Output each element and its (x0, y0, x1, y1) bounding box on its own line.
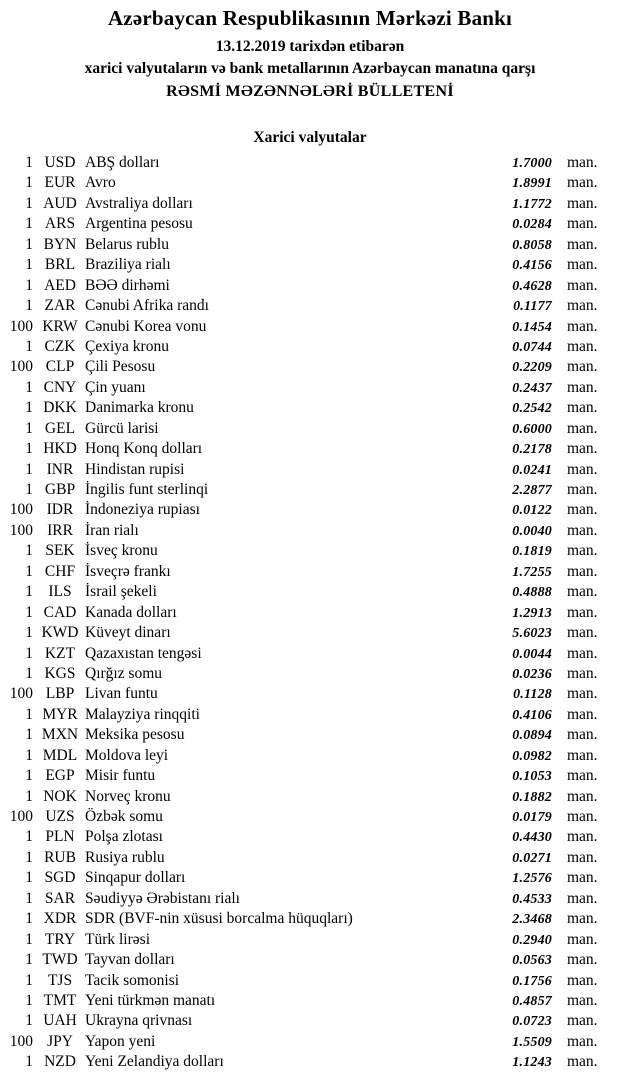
currency-name: Avstraliya dolları (85, 194, 193, 212)
currency-row (0, 950, 620, 970)
unit-label: man. (567, 256, 598, 274)
rate-value: 2.3468 (512, 912, 552, 928)
rate-value: 0.4628 (512, 278, 552, 294)
bulletin-title-line: RƏSMİ MƏZƏNNƏLƏRİ BÜLLETENİ (166, 83, 454, 100)
currency-row (0, 357, 620, 377)
currency-name: İsveçrə frankı (85, 562, 171, 580)
currency-name: Danimarka kronu (85, 399, 194, 417)
rate-value: 0.4888 (512, 585, 552, 601)
effective-date-line: 13.12.2019 tarixdən etibarən (215, 38, 405, 55)
currency-code: SGD (44, 869, 76, 887)
currency-code: USD (44, 154, 76, 171)
currency-row (0, 562, 620, 582)
unit-label: man. (567, 562, 598, 580)
unit-label: man. (567, 399, 598, 417)
rate-value: 0.1128 (513, 687, 552, 703)
currency-quantity: 1 (25, 644, 33, 662)
unit-label: man. (567, 746, 598, 764)
currency-code: MDL (42, 746, 78, 764)
currency-quantity: 100 (9, 358, 33, 376)
currency-row (0, 480, 620, 500)
currency-code: PLN (45, 828, 75, 846)
currency-code: BYN (43, 235, 77, 253)
currency-row (0, 439, 620, 459)
rate-value: 0.1454 (512, 319, 552, 335)
currency-quantity: 1 (25, 419, 33, 437)
rate-value: 0.0179 (512, 810, 552, 825)
currency-name: İngilis funt sterlinqi (85, 481, 209, 498)
currency-quantity: 1 (25, 726, 33, 744)
rate-value: 0.1756 (512, 973, 552, 989)
currency-quantity: 1 (25, 1053, 33, 1071)
currency-name: Ukrayna qrivnası (85, 1012, 193, 1030)
unit-label: man. (567, 685, 598, 703)
rate-value: 0.0241 (512, 462, 552, 478)
currency-quantity: 1 (25, 337, 33, 355)
currency-row (0, 930, 620, 950)
currency-quantity: 100 (9, 685, 33, 703)
rate-value: 0.1177 (513, 299, 552, 315)
unit-label: man. (567, 583, 598, 601)
currency-name: Gürcü larisi (85, 419, 159, 437)
currency-name: Moldova leyi (85, 746, 169, 764)
currency-name: Tacik somonisi (85, 971, 180, 989)
unit-label: man. (567, 317, 598, 335)
unit-label: man. (567, 930, 598, 948)
unit-label: man. (567, 624, 598, 642)
unit-label: man. (567, 664, 598, 682)
currency-name: Qazaxıstan tengəsi (85, 644, 202, 662)
currency-row (0, 296, 620, 316)
currency-row (0, 582, 620, 602)
currency-quantity: 1 (25, 1012, 33, 1030)
currency-code: CAD (43, 603, 77, 621)
currency-quantity: 1 (25, 603, 33, 621)
currency-quantity: 1 (25, 869, 33, 887)
rate-value: 0.0982 (512, 748, 552, 764)
currency-name: Belarus rublu (85, 235, 169, 253)
section-title-foreign-currencies: Xarici valyutalar (253, 129, 367, 146)
currency-code: JPY (47, 1032, 73, 1050)
currency-code: INR (46, 460, 74, 478)
currency-row (0, 684, 620, 704)
currency-name: Honq Konq dolları (85, 440, 203, 458)
rate-value: 0.0723 (512, 1014, 552, 1030)
currency-name: Rusiya rublu (85, 848, 165, 866)
unit-label: man. (567, 910, 598, 928)
currency-quantity: 1 (25, 787, 33, 805)
rate-value: 5.6023 (512, 626, 552, 642)
currency-name: Tayvan dolları (85, 951, 175, 969)
unit-label: man. (567, 419, 598, 437)
currency-quantity: 1 (25, 930, 33, 948)
unit-label: man. (567, 971, 598, 989)
unit-label: man. (567, 1012, 598, 1030)
rates-table (0, 153, 620, 1073)
currency-quantity: 100 (9, 1032, 33, 1050)
rate-value: 1.8991 (512, 176, 552, 192)
currency-quantity: 1 (25, 399, 33, 417)
currency-code: UAH (43, 1012, 77, 1030)
currency-row (0, 460, 620, 480)
currency-name: SDR (BVF-nin xüsusi borcalma hüquqları) (85, 910, 353, 928)
currency-name: Çin yuanı (85, 378, 146, 396)
currency-row (0, 603, 620, 623)
rate-value: 0.2542 (512, 401, 552, 417)
unit-label: man. (567, 644, 598, 662)
currency-row (0, 194, 620, 214)
currency-name: İran rialı (85, 521, 139, 539)
rate-value: 0.2437 (512, 380, 552, 396)
currency-name: Polşa zlotası (85, 828, 163, 846)
subtitle-line: xarici valyutaların və bank metallarının Azərbaycan manatına qarşı (84, 60, 536, 77)
currency-quantity: 1 (25, 664, 33, 682)
currency-code: TJS (47, 971, 73, 989)
currency-name: Malayziya rinqqiti (85, 705, 200, 723)
rate-value: 0.2209 (512, 360, 552, 376)
currency-row (0, 317, 620, 337)
unit-label: man. (567, 481, 598, 498)
currency-quantity: 1 (25, 624, 33, 642)
rate-value: 1.7255 (512, 564, 552, 580)
currency-row (0, 909, 620, 929)
currency-code: AED (44, 276, 76, 294)
currency-row (0, 378, 620, 398)
currency-name: İsveç kronu (85, 542, 158, 560)
currency-name: Cənubi Korea vonu (85, 317, 207, 335)
currency-row (0, 766, 620, 786)
currency-row (0, 235, 620, 255)
currency-name: Livan funtu (85, 685, 158, 703)
unit-label: man. (567, 154, 598, 171)
currency-quantity: 1 (25, 481, 33, 498)
currency-name: Cənubi Afrika randı (85, 297, 209, 315)
currency-code: NOK (43, 787, 77, 805)
rate-value: 1.2913 (512, 605, 552, 621)
currency-quantity: 1 (25, 276, 33, 294)
bulletin-page (0, 6, 620, 1079)
currency-code: LBP (45, 685, 75, 703)
currency-name: Kanada dolları (85, 603, 177, 621)
currency-name: Meksika pesosu (85, 726, 185, 744)
currency-name: Qırğız somu (85, 664, 163, 682)
currency-name: Yeni Zelandiya dolları (85, 1053, 224, 1071)
currency-quantity: 1 (25, 971, 33, 989)
currency-name: Yapon yeni (85, 1032, 156, 1050)
currency-row (0, 1052, 620, 1072)
currency-name: İsrail şekeli (85, 583, 157, 601)
unit-label: man. (567, 235, 598, 253)
rate-value: 0.4533 (512, 891, 552, 907)
unit-label: man. (567, 542, 598, 560)
currency-quantity: 1 (25, 256, 33, 274)
rate-value: 0.8058 (512, 237, 552, 253)
unit-label: man. (567, 194, 598, 212)
currency-name: Çili Pesosu (85, 358, 156, 376)
unit-label: man. (567, 174, 598, 192)
currency-row (0, 991, 620, 1011)
currency-quantity: 1 (25, 910, 33, 928)
currency-name: Hindistan rupisi (85, 460, 185, 478)
currency-row (0, 971, 620, 991)
currency-row (0, 398, 620, 418)
currency-row (0, 1011, 620, 1031)
currency-row (0, 868, 620, 888)
currency-quantity: 1 (25, 767, 33, 785)
currency-name: Misir funtu (85, 767, 156, 785)
currency-row (0, 173, 620, 193)
currency-quantity: 1 (25, 991, 33, 1009)
currency-code: IDR (46, 501, 74, 519)
currency-row (0, 644, 620, 664)
unit-label: man. (567, 297, 598, 315)
currency-name: Norveç kronu (85, 787, 171, 805)
currency-name: Sinqapur dolları (85, 869, 186, 887)
currency-row (0, 541, 620, 561)
unit-label: man. (567, 889, 598, 907)
currency-row (0, 337, 620, 357)
currency-name: Yeni türkmən manatı (85, 991, 216, 1009)
currency-name: Çexiya kronu (85, 337, 169, 355)
currency-code: XDR (43, 910, 77, 928)
currency-quantity: 1 (25, 297, 33, 315)
currency-code: SAR (44, 889, 76, 907)
unit-label: man. (567, 276, 598, 294)
currency-name: Braziliya rialı (85, 256, 171, 274)
rate-value: 0.1053 (512, 769, 552, 785)
currency-name: ABŞ dolları (85, 154, 160, 171)
currency-name: BƏƏ dirhəmi (85, 276, 170, 294)
currency-row (0, 746, 620, 766)
currency-code: CLP (45, 358, 75, 376)
currency-row (0, 214, 620, 234)
currency-quantity: 1 (25, 460, 33, 478)
currency-row (0, 255, 620, 275)
rate-value: 1.1772 (512, 196, 552, 212)
page-title: Azərbaycan Respublikasının Mərkəzi Bankı (107, 6, 513, 30)
currency-quantity: 1 (25, 562, 33, 580)
currency-row (0, 623, 620, 643)
unit-label: man. (567, 521, 598, 539)
currency-code: GBP (44, 481, 76, 498)
currency-quantity: 100 (9, 317, 33, 335)
currency-quantity: 1 (25, 583, 33, 601)
currency-quantity: 1 (25, 174, 33, 192)
currency-quantity: 1 (25, 828, 33, 846)
currency-code: DKK (43, 399, 77, 417)
currency-row (0, 725, 620, 745)
unit-label: man. (567, 705, 598, 723)
unit-label: man. (567, 808, 598, 825)
currency-code: TRY (44, 930, 76, 948)
currency-code: SEK (45, 542, 75, 560)
unit-label: man. (567, 726, 598, 744)
rate-value: 0.0271 (512, 850, 552, 866)
unit-label: man. (567, 460, 598, 478)
rate-value: 1.1243 (512, 1055, 552, 1071)
currency-name: Səudiyyə Ərəbistanı rialı (85, 889, 240, 907)
unit-label: man. (567, 767, 598, 785)
rate-value: 0.4430 (512, 830, 552, 846)
rate-value: 0.0044 (512, 646, 552, 662)
currency-code: EGP (45, 767, 75, 785)
currency-name: İndoneziya rupiası (85, 501, 200, 519)
currency-quantity: 1 (25, 542, 33, 560)
currency-quantity: 100 (9, 808, 33, 825)
currency-quantity: 1 (25, 194, 33, 212)
unit-label: man. (567, 215, 598, 233)
currency-code: KZT (44, 644, 76, 662)
currency-quantity: 1 (25, 235, 33, 253)
currency-code: CHF (44, 562, 76, 580)
rate-value: 0.6000 (512, 421, 552, 437)
rate-value: 0.0563 (512, 953, 552, 969)
currency-row (0, 419, 620, 439)
currency-row (0, 153, 620, 173)
rate-value: 2.2877 (512, 483, 552, 498)
currency-code: MXN (41, 726, 79, 744)
unit-label: man. (567, 1032, 598, 1050)
rate-value: 0.0894 (512, 728, 552, 744)
currency-code: KWD (41, 624, 79, 642)
currency-code: ARS (44, 215, 76, 233)
currency-quantity: 100 (9, 521, 33, 539)
currency-code: EUR (44, 174, 76, 192)
currency-row (0, 664, 620, 684)
rate-value: 0.0236 (512, 666, 552, 682)
unit-label: man. (567, 848, 598, 866)
rate-value: 0.0122 (512, 503, 552, 519)
rate-value: 1.2576 (512, 871, 552, 887)
currency-code: CNY (43, 378, 77, 396)
currency-code: NZD (44, 1053, 76, 1071)
rate-value: 0.1819 (512, 544, 552, 560)
currency-code: TMT (43, 991, 77, 1009)
unit-label: man. (567, 603, 598, 621)
unit-label: man. (567, 440, 598, 458)
currency-name: Avro (85, 174, 116, 192)
rate-value: 0.1882 (512, 789, 552, 805)
rate-value: 1.7000 (512, 156, 552, 171)
currency-code: KRW (42, 317, 78, 335)
currency-quantity: 1 (25, 154, 33, 171)
currency-code: ZAR (44, 297, 76, 315)
unit-label: man. (567, 378, 598, 396)
currency-quantity: 100 (9, 501, 33, 519)
currency-code: TWD (42, 951, 78, 969)
unit-label: man. (567, 787, 598, 805)
rate-value: 0.4156 (512, 258, 552, 274)
currency-quantity: 1 (25, 848, 33, 866)
currency-row (0, 889, 620, 909)
unit-label: man. (567, 1053, 598, 1071)
currency-name: Küveyt dinarı (85, 624, 171, 642)
rate-value: 0.0744 (512, 339, 552, 355)
currency-quantity: 1 (25, 889, 33, 907)
rate-value: 0.2178 (512, 442, 552, 458)
currency-code: RUB (44, 848, 76, 866)
currency-row (0, 1032, 620, 1052)
currency-row (0, 807, 620, 827)
rate-value: 0.0040 (512, 523, 552, 539)
currency-code: BRL (44, 256, 76, 274)
currency-quantity: 1 (25, 215, 33, 233)
unit-label: man. (567, 501, 598, 519)
currency-row (0, 521, 620, 541)
unit-label: man. (567, 358, 598, 376)
currency-code: AUD (43, 194, 77, 212)
currency-quantity: 1 (25, 705, 33, 723)
currency-quantity: 1 (25, 378, 33, 396)
currency-code: HKD (43, 440, 77, 458)
currency-quantity: 1 (25, 746, 33, 764)
rate-value: 1.5509 (512, 1034, 552, 1050)
rate-value: 0.2940 (512, 932, 552, 948)
currency-row (0, 827, 620, 847)
unit-label: man. (567, 991, 598, 1009)
currency-name: Özbək somu (85, 808, 163, 825)
currency-code: KGS (44, 664, 76, 682)
currency-code: IRR (47, 521, 73, 539)
currency-row (0, 705, 620, 725)
currency-row (0, 787, 620, 807)
unit-label: man. (567, 951, 598, 969)
currency-quantity: 1 (25, 951, 33, 969)
rate-value: 0.4106 (512, 707, 552, 723)
currency-quantity: 1 (25, 440, 33, 458)
currency-code: ILS (48, 583, 72, 601)
unit-label: man. (567, 828, 598, 846)
currency-row (0, 276, 620, 296)
unit-label: man. (567, 337, 598, 355)
currency-row (0, 848, 620, 868)
unit-label: man. (567, 869, 598, 887)
currency-row (0, 500, 620, 520)
currency-code: GEL (44, 419, 76, 437)
rate-value: 0.0284 (512, 217, 552, 233)
currency-code: UZS (45, 808, 75, 825)
currency-code: CZK (44, 337, 76, 355)
currency-code: MYR (42, 705, 78, 723)
rate-value: 0.4857 (512, 993, 552, 1009)
currency-name: Türk lirəsi (85, 930, 150, 948)
currency-name: Argentina pesosu (85, 215, 193, 233)
